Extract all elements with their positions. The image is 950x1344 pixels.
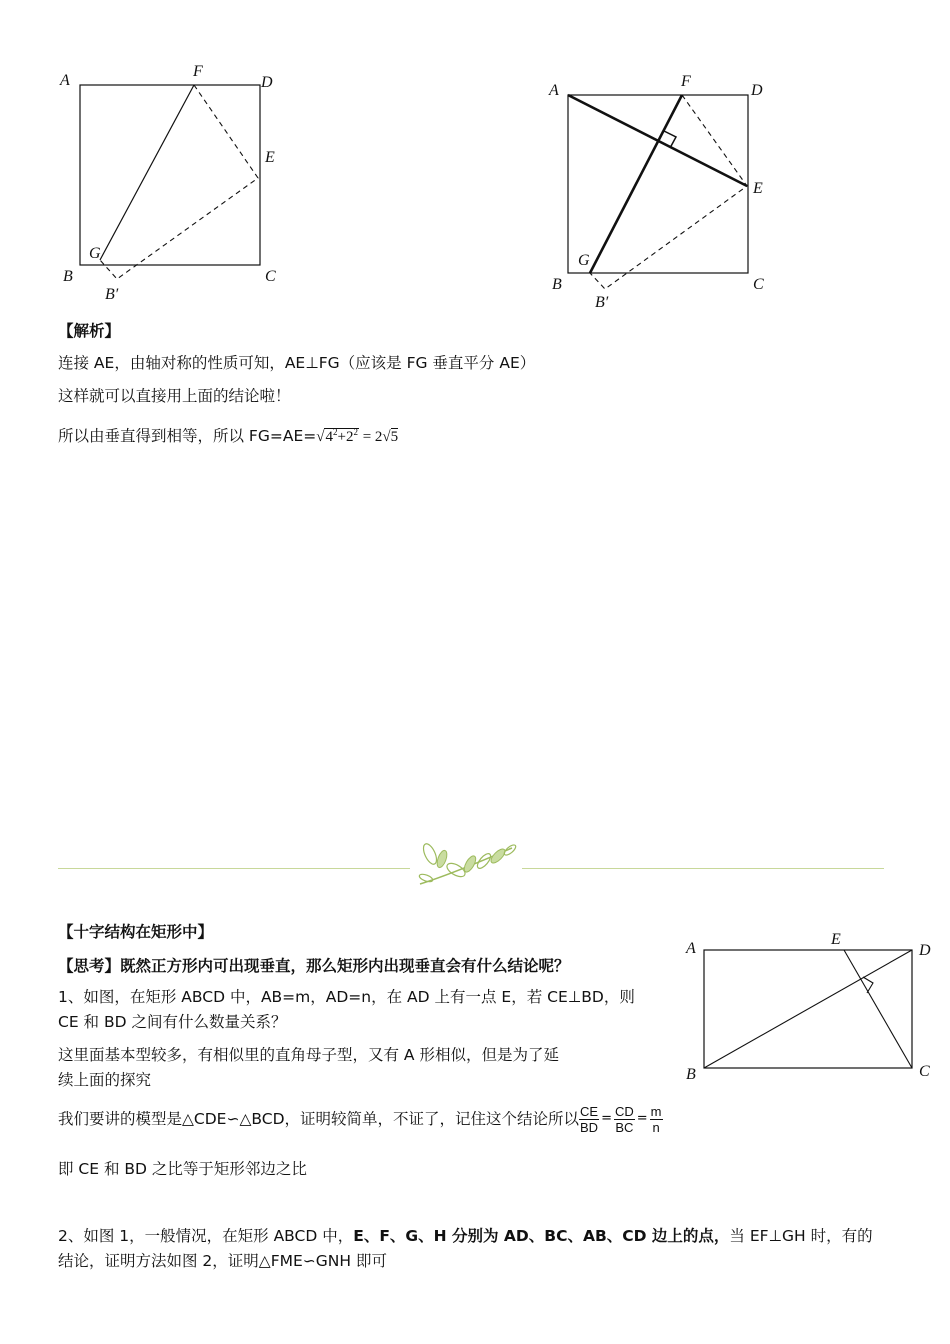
equals-2: =: [636, 1111, 648, 1126]
fraction-cd-bc: [614, 1104, 635, 1135]
question-1-line-2: CE 和 BD 之间有什么数量关系？: [58, 1013, 287, 1031]
think-label: 【思考】: [58, 957, 121, 975]
question-2-part-2: 当 EF⊥GH 时，有的: [729, 1227, 873, 1245]
analysis-line-2: 这样就可以直接用上面的结论啦！: [58, 387, 291, 405]
label-a: A: [60, 72, 70, 89]
question-1-line-1: 1、如图，在矩形 ABCD 中，AB=m，AD=n，在 AD 上有一点 E，若 CE⊥BD，则: [58, 988, 635, 1006]
fraction-m-n: [650, 1104, 663, 1135]
label-e: E: [753, 180, 763, 197]
fraction-2-numerator: CD: [614, 1103, 634, 1119]
square-abcd: [568, 95, 748, 273]
label-e: E: [265, 149, 275, 166]
equals-1: =: [601, 1111, 612, 1126]
question-2-line-1: [58, 1225, 873, 1247]
figure-2-square-perpendicular: [540, 65, 780, 315]
fraction-2-denominator: BC: [615, 1119, 634, 1135]
label-b-prime: B′: [595, 294, 609, 311]
label-d: D: [751, 82, 763, 99]
segment-fg: [590, 95, 682, 273]
fraction-1-numerator: CE: [580, 1103, 599, 1119]
model-line: [58, 1098, 663, 1140]
analysis-line-3-text: 所以由垂直得到相等，所以 FG=AE=: [58, 427, 317, 445]
label-d: D: [919, 942, 931, 959]
question-2-bold: E、F、G、H 分别为 AD、BC、AB、CD 边上的点，: [353, 1227, 730, 1245]
figure-3-rectangle: [680, 925, 940, 1090]
model-text: 我们要讲的模型是△CDE∽△BCD，证明较简单，不证了，记住这个结论所以: [58, 1110, 580, 1128]
fraction-1-denominator: BD: [580, 1119, 599, 1135]
question-2-part-1: 2、如图 1，一般情况，在矩形 ABCD 中，: [58, 1227, 354, 1245]
label-b: B: [63, 268, 73, 285]
divider-left: [58, 868, 410, 869]
label-d: D: [261, 74, 273, 91]
label-c: C: [753, 276, 764, 293]
exponent-b: 2: [353, 427, 358, 437]
sqrt-expression: $√4^2+2^2 = 2√5$: [316, 427, 399, 445]
diagonal-bd: [704, 950, 912, 1068]
label-g: G: [578, 252, 590, 269]
ratio-conclusion: 即 CE 和 BD 之比等于矩形邻边之比: [58, 1160, 307, 1178]
think-text: 既然正方形内可出现垂直，那么矩形内出现垂直会有什么结论呢？: [120, 957, 570, 975]
fraction-3-numerator: m: [650, 1103, 662, 1119]
label-g: G: [89, 245, 101, 262]
segment-ce: [844, 950, 912, 1068]
label-b-prime: B′: [105, 286, 119, 303]
folded-outline: [590, 95, 747, 289]
fraction-3-denominator: n: [652, 1119, 660, 1135]
label-e: E: [831, 931, 841, 948]
radicand-a: 4: [325, 429, 333, 445]
analysis-line-3: [58, 421, 398, 448]
explanation-line-2: 续上面的探究: [58, 1071, 152, 1089]
fraction-ce-bd: [579, 1104, 599, 1135]
section-heading: 【十字结构在矩形中】: [58, 923, 214, 941]
label-c: C: [919, 1063, 930, 1080]
label-c: C: [265, 268, 276, 285]
label-b: B: [552, 276, 562, 293]
label-a: A: [549, 82, 559, 99]
figure-1-square-fold: [55, 55, 295, 305]
divider-right: [522, 868, 884, 869]
plus-sign: +: [337, 429, 346, 445]
label-f: F: [681, 73, 691, 90]
exponent-a: 2: [332, 427, 338, 437]
question-2-line-2: 结论，证明方法如图 2，证明△FME∽GNH 即可: [58, 1252, 387, 1270]
analysis-line-1: 连接 AE，由轴对称的性质可知，AE⊥FG（应该是 FG 垂直平分 AE）: [58, 354, 536, 372]
result-radicand: 5: [390, 429, 399, 445]
analysis-heading: 【解析】: [58, 322, 121, 340]
square-abcd: [80, 85, 260, 265]
label-b: B: [686, 1066, 696, 1083]
think-line: [58, 955, 570, 977]
radicand-b: 2: [345, 429, 354, 445]
leaf-ornament-icon: [412, 834, 522, 894]
explanation-line-1: 这里面基本型较多，有相似里的直角母子型，又有 A 形相似，但是为了延: [58, 1046, 559, 1064]
label-a: A: [686, 940, 696, 957]
result-coef: 2: [374, 429, 383, 445]
label-f: F: [193, 63, 203, 80]
equals-sign: =: [362, 429, 372, 445]
